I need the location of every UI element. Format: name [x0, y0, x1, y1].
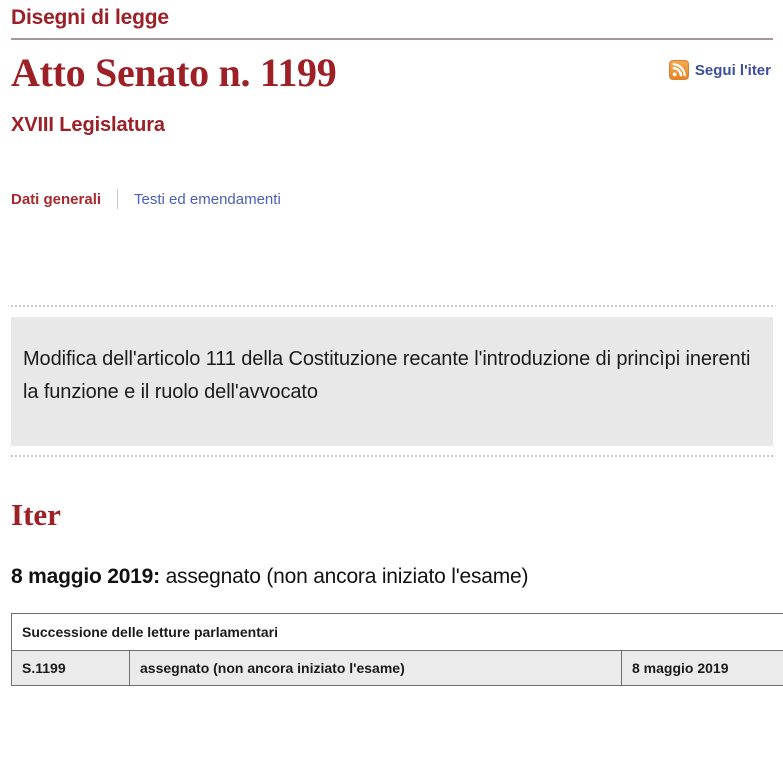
- summary-box: [11, 317, 773, 446]
- cell-status: assegnato (non ancora iniziato l'esame): [130, 651, 622, 686]
- breadcrumb-row: [11, 0, 773, 30]
- readings-table-wrap: [11, 613, 773, 686]
- readings-table-caption: Successione delle letture parlamentari: [12, 614, 783, 651]
- summary-divider-top: [11, 305, 773, 307]
- readings-table: [11, 613, 783, 686]
- cell-act: S.1199: [12, 651, 130, 686]
- iter-status-line: [11, 564, 773, 589]
- tab-bar: [11, 189, 773, 209]
- rss-icon: [669, 60, 689, 80]
- table-header-row: [12, 614, 783, 651]
- breadcrumb[interactable]: Disegni di legge: [11, 6, 169, 29]
- summary-divider-bottom: [11, 455, 773, 457]
- follow-iter-link[interactable]: [669, 60, 771, 80]
- tab-dati-generali[interactable]: Dati generali: [11, 190, 102, 208]
- table-row: [12, 651, 783, 686]
- legislature-label: XVIII Legislatura: [11, 114, 165, 137]
- follow-iter-label: Segui l'iter: [694, 61, 771, 79]
- header-divider: [11, 38, 773, 40]
- cell-date: 8 maggio 2019: [622, 651, 783, 686]
- iter-status-date: 8 maggio 2019:: [11, 564, 160, 588]
- iter-heading: Iter: [11, 496, 61, 532]
- page-title: Atto Senato n. 1199: [11, 50, 337, 96]
- title-row: [11, 52, 773, 94]
- tab-testi-ed-emendamenti[interactable]: Testi ed emendamenti: [134, 190, 281, 208]
- summary-text: Modifica dell'articolo 111 della Costituzione recante l'introduzione di princìpi inerenti la funzione e il ruolo dell'avvocato: [23, 348, 751, 403]
- iter-status-text: assegnato (non ancora iniziato l'esame): [165, 564, 529, 588]
